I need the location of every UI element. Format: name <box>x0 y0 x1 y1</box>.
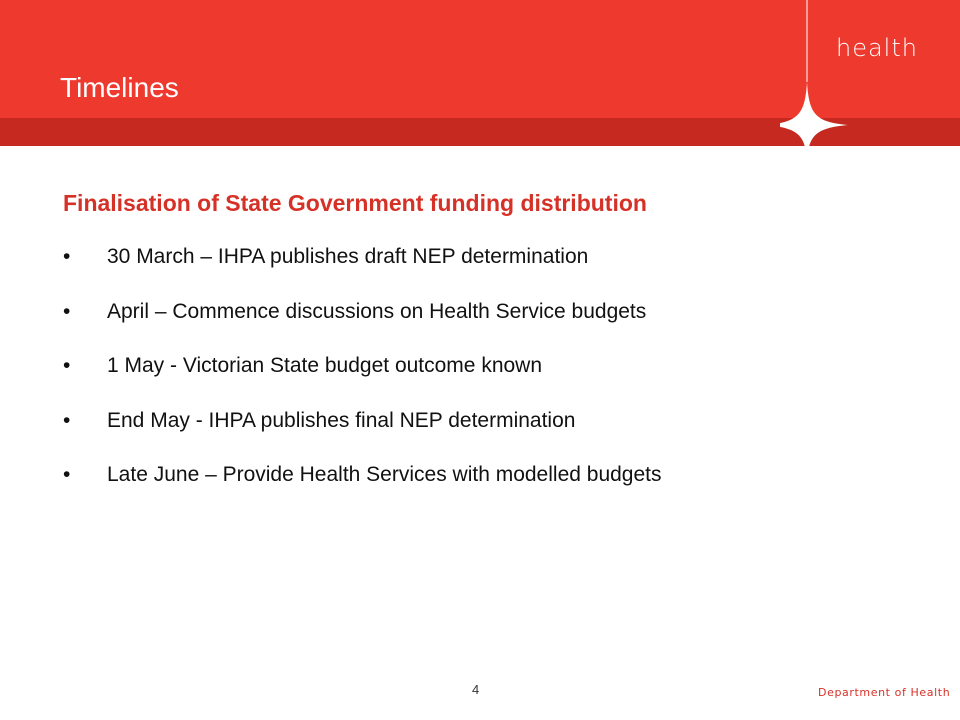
list-item-text: 30 March – IHPA publishes draft NEP determination <box>107 245 589 268</box>
slide-title: Timelines <box>60 72 179 103</box>
bullet-icon: • <box>63 408 71 432</box>
bullet-icon: • <box>63 245 71 268</box>
four-point-star-icon <box>780 0 870 160</box>
department-logo-text: Department of Health <box>818 686 951 699</box>
bullet-icon: • <box>63 299 71 323</box>
list-item-text: 1 May - Victorian State budget outcome known <box>107 354 543 377</box>
section-subtitle: Finalisation of State Government funding distribution <box>63 190 647 216</box>
list-item-text: End May - IHPA publishes final NEP determination <box>107 408 576 432</box>
brand-wordmark: health <box>836 34 918 62</box>
list-item-text: April – Commence discussions on Health Service budgets <box>107 299 647 323</box>
header-banner <box>0 0 960 146</box>
bullet-icon: • <box>63 354 71 377</box>
bullet-icon: • <box>63 463 71 486</box>
list-item-text: Late June – Provide Health Services with modelled budgets <box>107 463 662 486</box>
page-number: 4 <box>472 682 480 697</box>
